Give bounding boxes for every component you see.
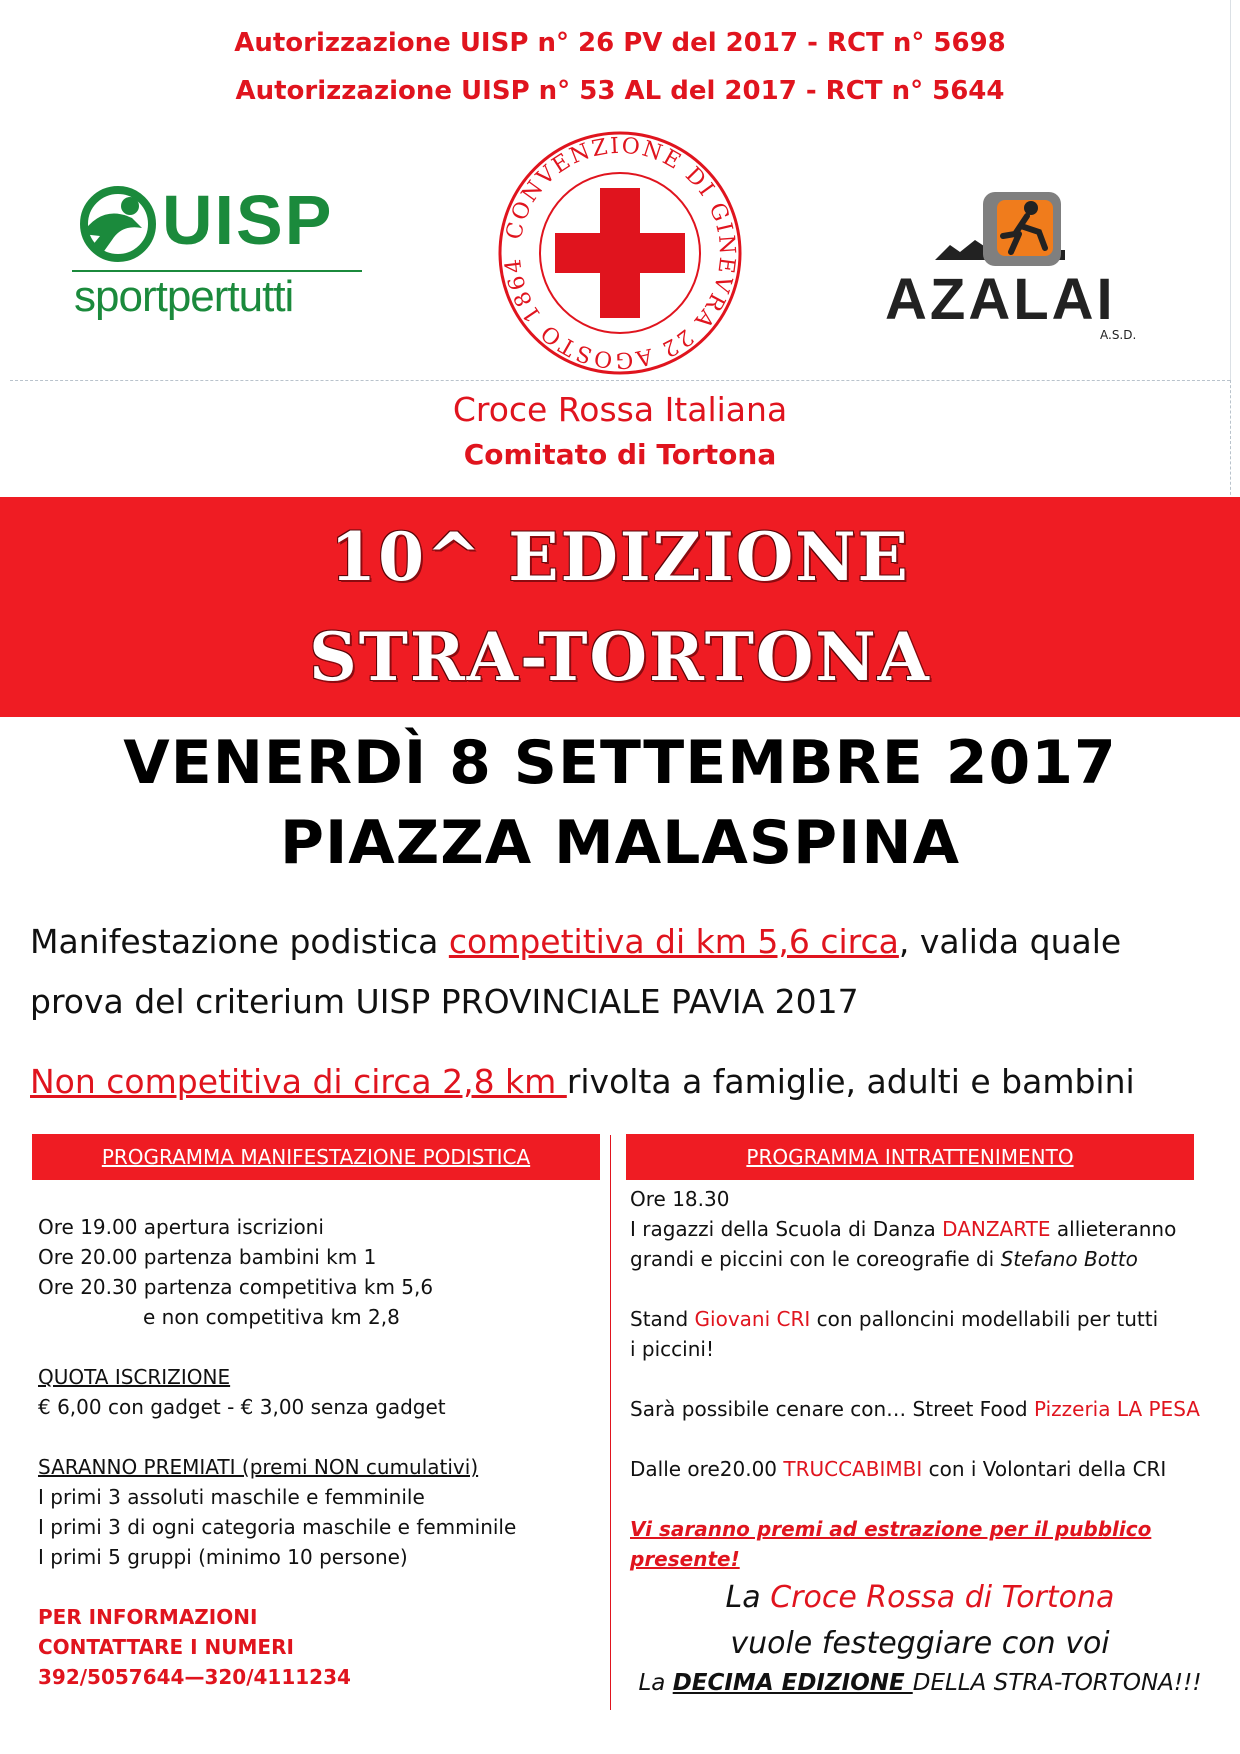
authorization-line-2: Autorizzazione UISP n° 53 AL del 2017 - RCT n° 5644: [235, 76, 1005, 106]
top-right-border: [1230, 0, 1231, 380]
facepaint-text-b: con i Volontari della CRI: [922, 1457, 1167, 1481]
fee-title: QUOTA ISCRIZIONE: [38, 1365, 231, 1389]
intro-paragraph-1: [30, 912, 1220, 1032]
left-column: [38, 1212, 598, 1692]
choreographer: Stefano Botto: [1000, 1247, 1138, 1271]
uisp-tagline: sportpertutti: [74, 272, 294, 321]
seal-text: CONVENZIONE DI GINEVRA 22 AGOSTO 1864: [500, 133, 740, 373]
intro-text-d: rivolta a famiglie, adulti e bambini: [566, 1062, 1135, 1101]
closing-line-1: [630, 1580, 1210, 1615]
stand-text-a: Stand: [630, 1307, 695, 1331]
entertainment-facepaint: [630, 1454, 1220, 1484]
banner-edition: 10^ EDIZIONE: [330, 518, 910, 596]
dance-school: DANZARTE: [942, 1217, 1051, 1241]
prizes-title: SARANNO PREMIATI (premi NON cumulativi): [38, 1455, 479, 1479]
uisp-logo: [72, 180, 372, 330]
uisp-runner-icon: [72, 184, 158, 262]
food-text: Sarà possibile cenare con… Street Food: [630, 1397, 1034, 1421]
right-column-header: [626, 1134, 1194, 1180]
dance-text-a: I ragazzi della Scuola di Danza: [630, 1217, 943, 1241]
left-header-label: PROGRAMMA MANIFESTAZIONE PODISTICA: [101, 1145, 531, 1169]
intro-text-a: Manifestazione podistica: [30, 922, 449, 961]
intro-competitive: competitiva di km 5,6 circa: [448, 922, 899, 961]
schedule-item: Ore 20.30 partenza competitiva km 5,6: [38, 1275, 434, 1299]
closing-text-c: La: [638, 1670, 673, 1696]
closing-text-a: La: [725, 1580, 771, 1615]
closing-edition: DECIMA EDIZIONE: [672, 1670, 913, 1696]
dashed-divider: [10, 380, 1230, 381]
pizzeria-name: Pizzeria LA PESA: [1033, 1397, 1200, 1421]
fee-text: € 6,00 con gadget - € 3,00 senza gadget: [38, 1395, 446, 1419]
intro-noncompetitive: Non competitiva di circa 2,8 km: [30, 1062, 567, 1101]
intro-text-b: , valida quale: [898, 922, 1122, 961]
schedule-item: Ore 20.00 partenza bambini km 1: [38, 1245, 377, 1269]
dance-text-c: grandi e piccini con le coreografie di: [630, 1247, 1001, 1271]
azalai-logo: [885, 190, 1155, 350]
azalai-name: AZALAI: [885, 267, 1116, 332]
organizer-committee: Comitato di Tortona: [463, 438, 777, 471]
organizer-name: Croce Rossa Italiana: [452, 390, 788, 429]
column-divider: [610, 1135, 611, 1710]
entertainment-stand: [630, 1304, 1220, 1334]
info-contact: CONTATTARE I NUMERI: [38, 1635, 294, 1659]
event-place: PIAZZA MALASPINA: [279, 808, 961, 878]
closing-line-2: vuole festeggiare con voi: [730, 1626, 1110, 1661]
red-cross-icon: [495, 128, 745, 378]
stand-text-b: con palloncini modellabili per tutti: [810, 1307, 1159, 1331]
intro-paragraph-2: [30, 1052, 1220, 1112]
prize-item: I primi 3 di ogni categoria maschile e femminile: [38, 1515, 517, 1539]
uisp-name: UISP: [162, 181, 334, 259]
left-column-header: [32, 1134, 600, 1180]
authorization-line-1: Autorizzazione UISP n° 26 PV del 2017 - RCT n° 5698: [234, 28, 1006, 58]
cri-seal: [495, 128, 745, 378]
stand-name: Giovani CRI: [694, 1307, 811, 1331]
right-column: [630, 1184, 1220, 1574]
facepaint-name: TRUCCABIMBI: [783, 1457, 923, 1481]
schedule-item: e non competitiva km 2,8: [143, 1305, 400, 1329]
right-header-label: PROGRAMMA INTRATTENIMENTO: [746, 1145, 1074, 1169]
banner-event-name: STRA-TORTONA: [309, 618, 931, 696]
schedule-item: Ore 19.00 apertura iscrizioni: [38, 1215, 324, 1239]
entertainment-dance-2: [630, 1244, 1220, 1274]
facepaint-text-a: Dalle ore20.00: [630, 1457, 784, 1481]
closing-text-d: DELLA STRA-TORTONA!!!: [912, 1670, 1202, 1696]
closing-line-3: [630, 1670, 1210, 1696]
info-title: PER INFORMAZIONI: [38, 1605, 258, 1629]
runner-icon: [935, 190, 1065, 272]
prize-draw-note: Vi saranno premi ad estrazione per il pubblico presente!: [630, 1517, 1152, 1571]
closing-org: Croce Rossa di Tortona: [770, 1580, 1115, 1615]
event-date: VENERDÌ 8 SETTEMBRE 2017: [123, 728, 1117, 798]
prize-item: I primi 3 assoluti maschile e femminile: [38, 1485, 425, 1509]
entertainment-time: Ore 18.30: [630, 1187, 730, 1211]
prize-item: I primi 5 gruppi (minimo 10 persone): [38, 1545, 408, 1569]
intro-text-c: prova del criterium UISP PROVINCIALE PAVIA 2017: [30, 982, 859, 1021]
entertainment-stand-2: i piccini!: [630, 1337, 714, 1361]
entertainment-dance: [630, 1214, 1220, 1244]
azalai-sub: A.S.D.: [1100, 328, 1137, 342]
info-phone-numbers: 392/5057644—320/4111234: [38, 1665, 351, 1689]
dance-text-b: allieteranno: [1050, 1217, 1177, 1241]
entertainment-food: [630, 1394, 1220, 1424]
